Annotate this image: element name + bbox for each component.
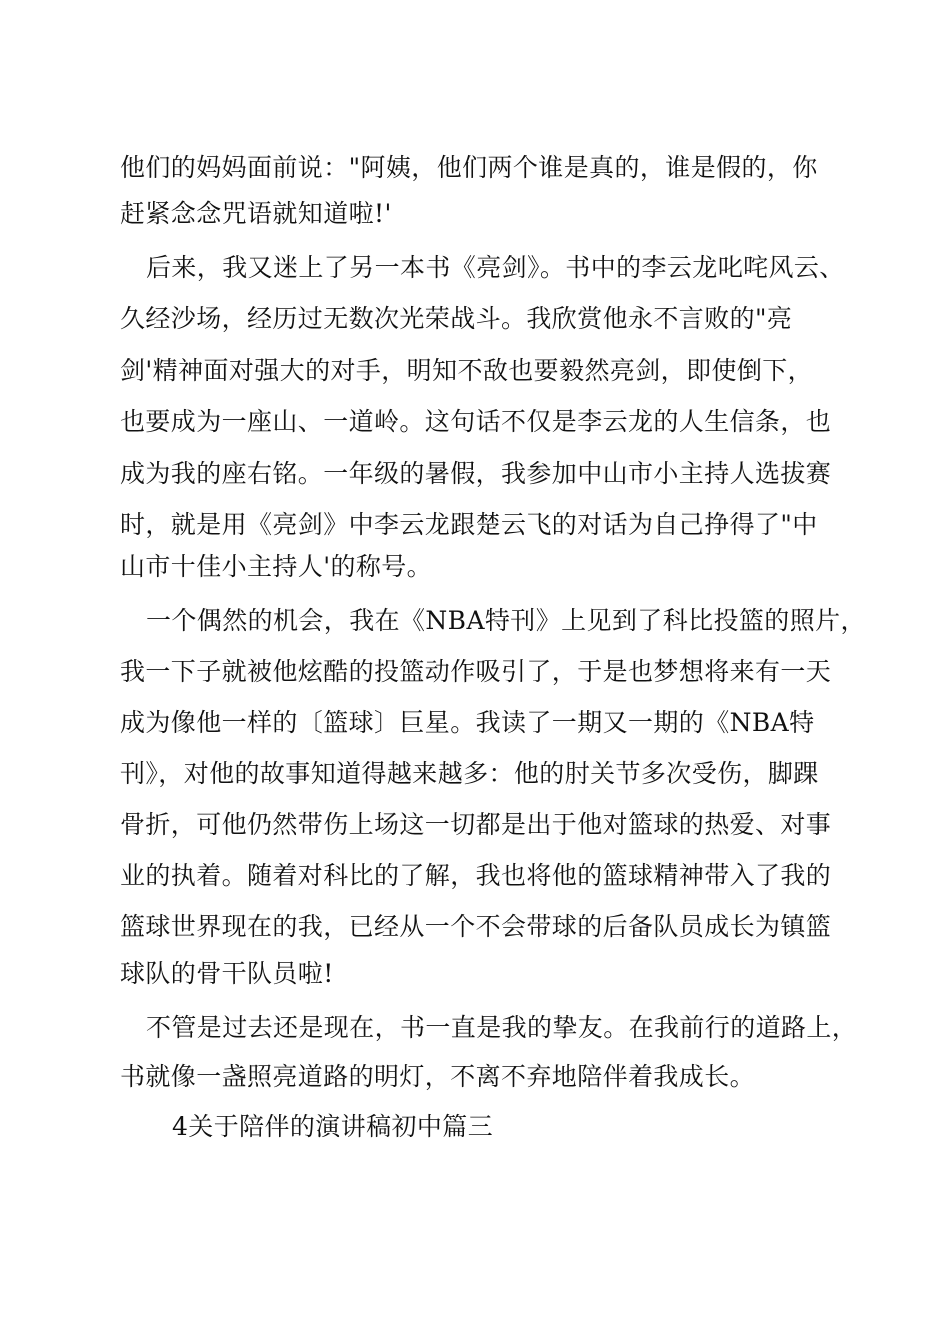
text-line-1: 他们的妈妈面前说："阿姨，他们两个谁是真的，谁是假的，你 <box>120 153 818 182</box>
text-line-10: 一个偶然的机会，我在《NBA特刊》上见到了科比投篮的照片， <box>146 606 866 635</box>
text-line-15: 业的执着。随着对科比的了解，我也将他的篮球精神带入了我的 <box>120 861 832 890</box>
text-line-13: 刊》，对他的故事知道得越来越多：他的肘关节多次受伤，脚踝 <box>120 759 819 788</box>
text-line-17: 球队的骨干队员啦! <box>120 959 334 988</box>
text-line-16: 篮球世界现在的我，已经从一个不会带球的后备队员成长为镇篮 <box>120 912 832 941</box>
text-line-18: 不管是过去还是现在，书一直是我的挚友。在我前行的道路上， <box>146 1013 858 1042</box>
text-line-19: 书就像一盏照亮道路的明灯，不离不弃地陪伴着我成长。 <box>120 1062 756 1091</box>
text-line-3: 后来，我又迷上了另一本书《亮剑》。书中的李云龙叱咤风云、 <box>146 253 845 282</box>
text-line-4: 久经沙场，经历过无数次光荣战斗。我欣赏他永不言败的"亮 <box>120 304 793 333</box>
text-line-14: 骨折，可他仍然带伤上场这一切都是出于他对篮球的热爱、对事 <box>120 810 832 839</box>
section-heading: 4关于陪伴的演讲稿初中篇三 <box>172 1112 494 1141</box>
text-line-7: 成为我的座右铭。一年级的暑假，我参加中山市小主持人选拔赛 <box>120 459 832 488</box>
text-line-12: 成为像他一样的〔篮球〕巨星。我读了一期又一期的《NBA特 <box>120 708 815 737</box>
text-line-6: 也要成为一座山、一道岭。这句话不仅是李云龙的人生信条，也 <box>120 407 832 436</box>
text-line-5: 剑'精神面对强大的对手，明知不敌也要毅然亮剑，即使倒下， <box>120 356 814 385</box>
text-line-2: 赶紧念念咒语就知道啦!' <box>120 199 392 228</box>
text-line-8: 时，就是用《亮剑》中李云龙跟楚云飞的对话为自己挣得了"中 <box>120 510 818 539</box>
text-line-9: 山市十佳小主持人'的称号。 <box>120 552 433 581</box>
text-line-11: 我一下子就被他炫酷的投篮动作吸引了，于是也梦想将来有一天 <box>120 657 832 686</box>
